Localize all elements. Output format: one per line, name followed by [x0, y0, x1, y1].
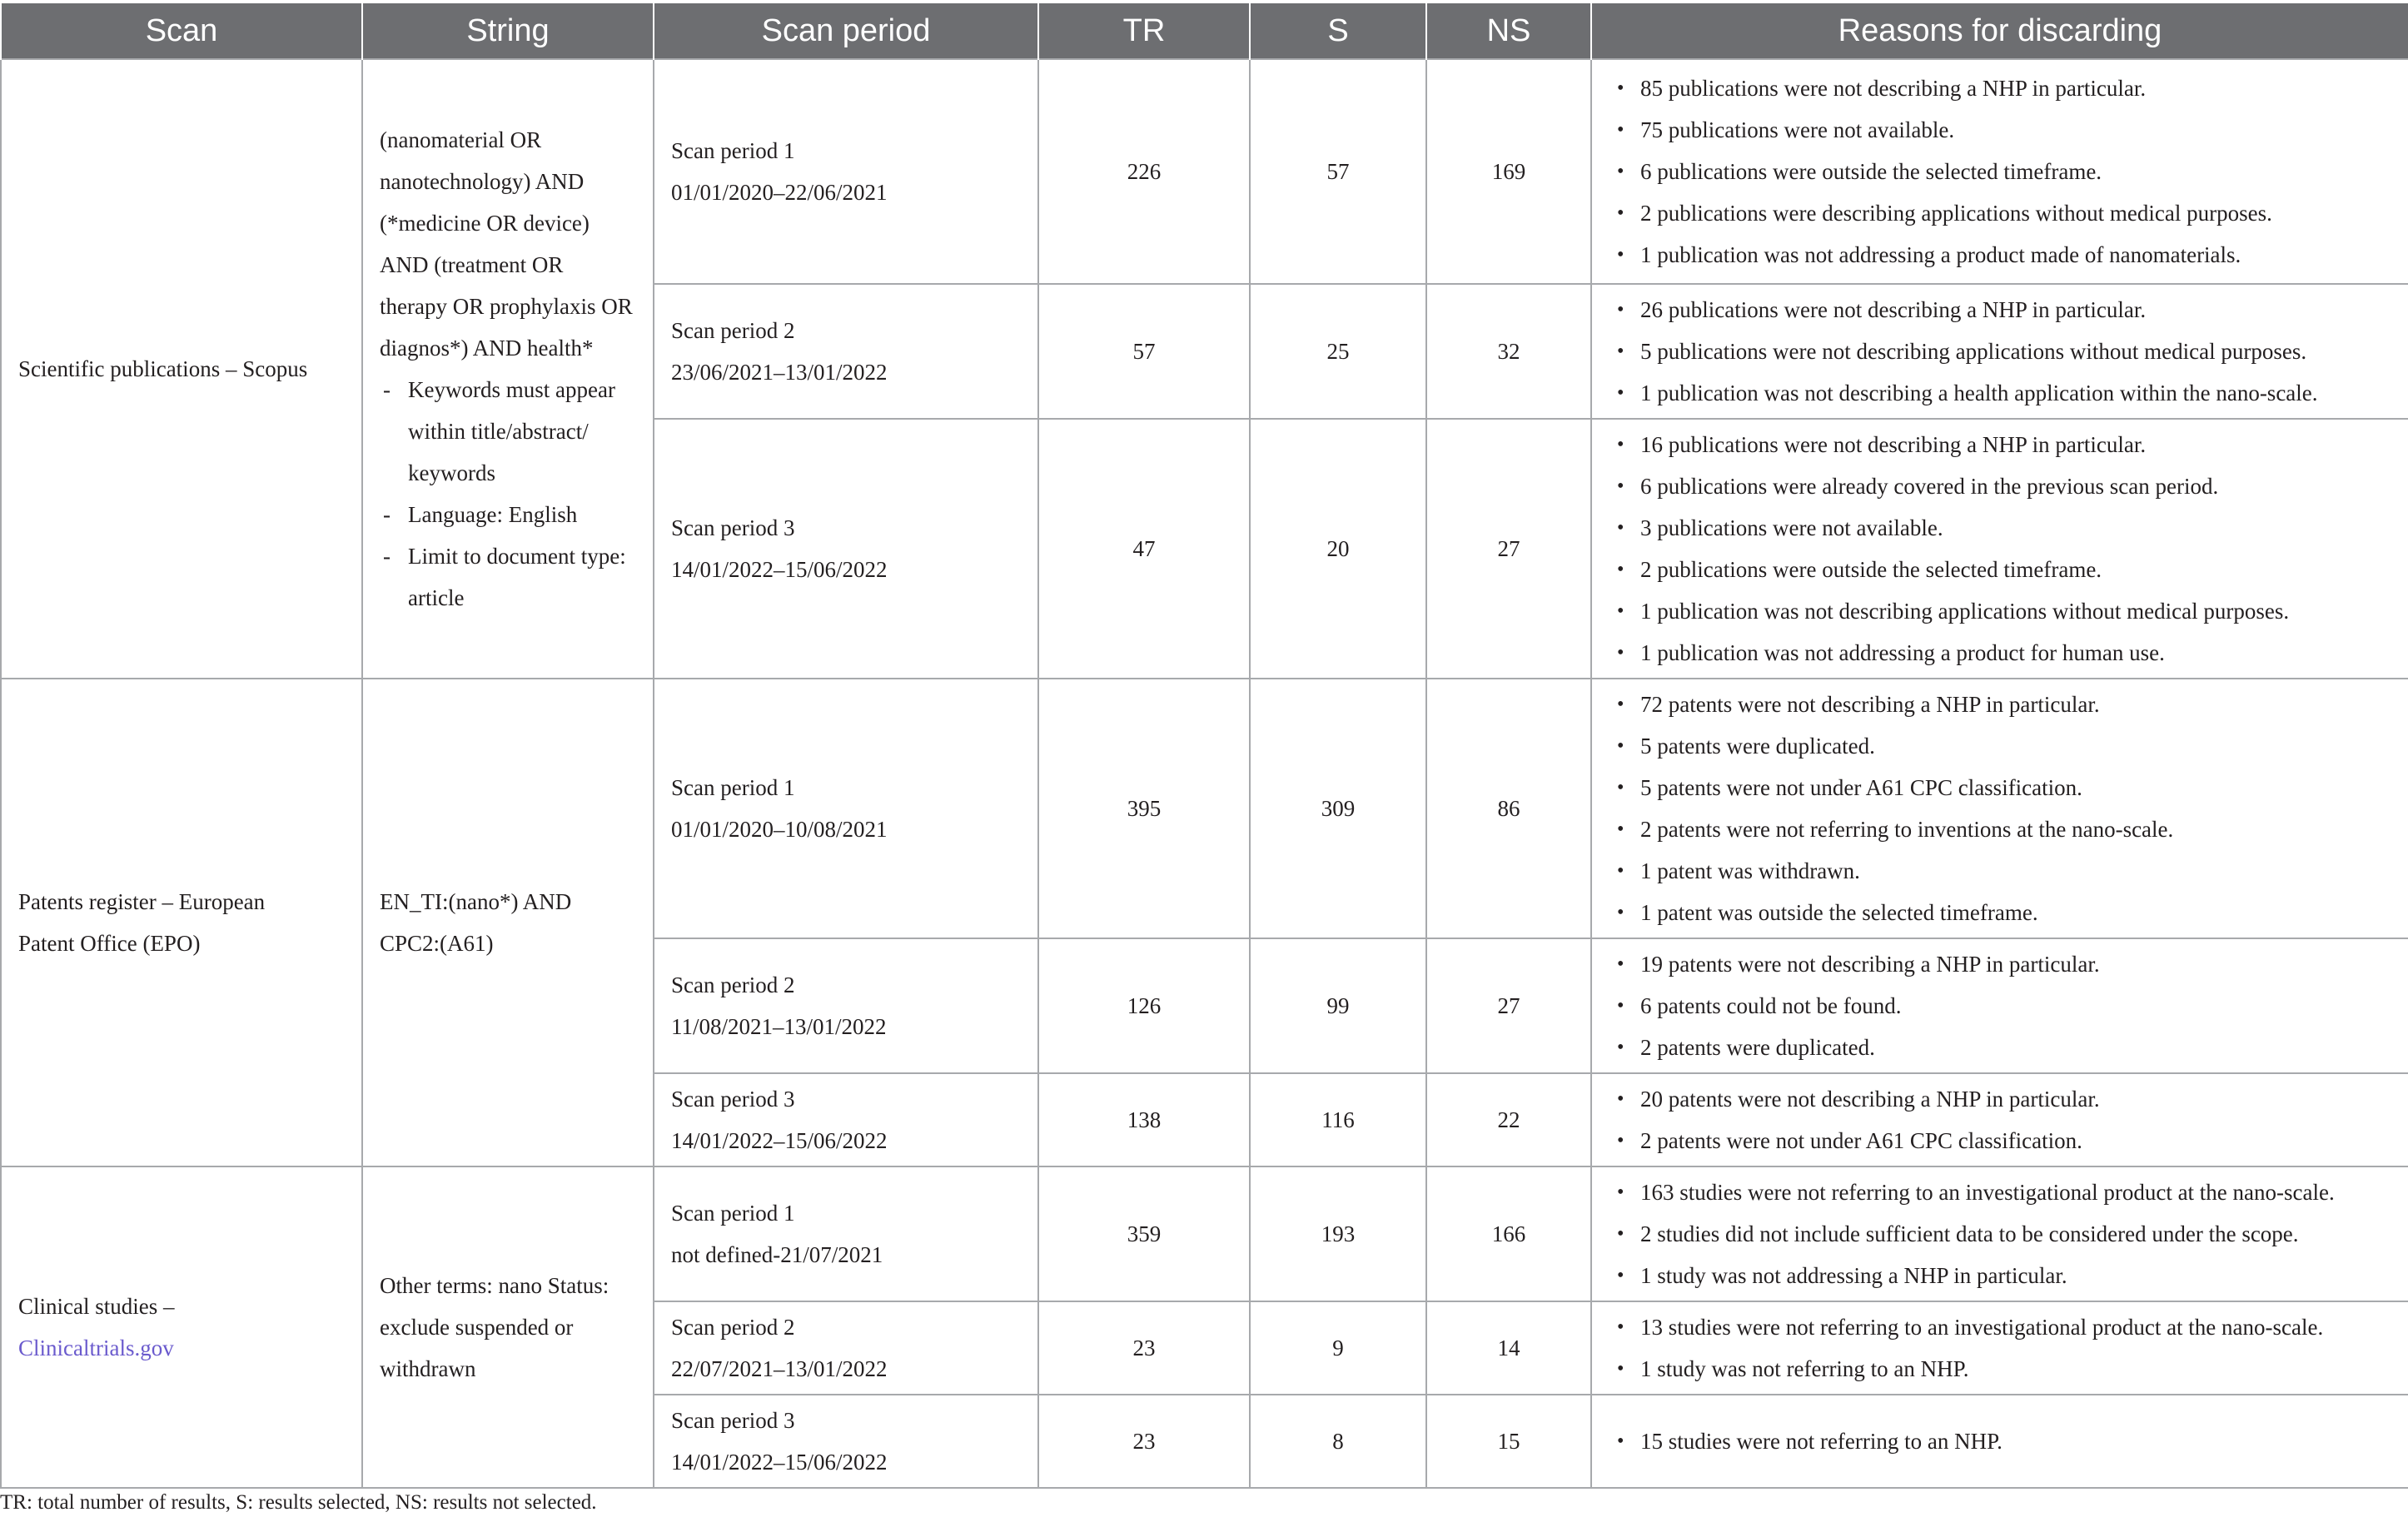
s-value: 25 — [1250, 284, 1426, 419]
table-body — [1, 59, 2408, 1488]
ns-value: 169 — [1426, 59, 1591, 284]
scan-cell — [1, 679, 362, 1166]
scan-period-name: Scan period 1 — [671, 138, 795, 163]
scan-period-dates: not defined-21/07/2021 — [671, 1242, 883, 1267]
scan-period-name: Scan period 2 — [671, 972, 795, 997]
header-tr: TR — [1038, 3, 1250, 59]
s-value: 8 — [1250, 1395, 1426, 1488]
reason-item: • 1 patent was withdrawn. — [1617, 850, 2391, 892]
scan-period-name: Scan period 1 — [671, 1201, 795, 1226]
header-string: String — [362, 3, 654, 59]
reason-item: • 6 patents could not be found. — [1617, 985, 2391, 1027]
tr-value: 226 — [1038, 59, 1250, 284]
reason-item: • 26 publications were not describing a NHP in particular. — [1617, 289, 2391, 331]
reason-item: • 1 publication was not describing applications without medical purposes. — [1617, 590, 2391, 632]
scan-period-name: Scan period 3 — [671, 1408, 795, 1433]
search-string: EN_TI:(nano*) AND CPC2:(A61) — [380, 889, 572, 956]
reason-item: • 5 patents were duplicated. — [1617, 725, 2391, 767]
reason-item: • 5 patents were not under A61 CPC classification. — [1617, 767, 2391, 808]
scan-period-cell — [654, 419, 1038, 679]
tr-value: 395 — [1038, 679, 1250, 938]
header-scan-period: Scan period — [654, 3, 1038, 59]
tr-value: 126 — [1038, 938, 1250, 1073]
s-value: 99 — [1250, 938, 1426, 1073]
reason-item: • 85 publications were not describing a NHP in particular. — [1617, 67, 2391, 109]
reason-item: • 2 patents were not under A61 CPC classification. — [1617, 1120, 2391, 1161]
tr-value: 57 — [1038, 284, 1250, 419]
tr-value: 138 — [1038, 1073, 1250, 1166]
scan-name: Clinical studies – — [18, 1294, 175, 1319]
reason-item: • 13 studies were not referring to an investigational product at the nano-scale. — [1617, 1306, 2391, 1348]
reasons-list — [1617, 684, 2391, 933]
search-string-cell — [362, 59, 654, 679]
reason-item: • 75 publications were not available. — [1617, 109, 2391, 151]
reason-item: • 1 study was not addressing a NHP in particular. — [1617, 1255, 2391, 1296]
header-ns: NS — [1426, 3, 1591, 59]
search-string-cell — [362, 1166, 654, 1488]
reasons-cell — [1591, 938, 2408, 1073]
reason-item: • 19 patents were not describing a NHP in particular. — [1617, 943, 2391, 985]
s-value: 20 — [1250, 419, 1426, 679]
s-value: 193 — [1250, 1166, 1426, 1301]
reasons-list — [1617, 67, 2391, 276]
reasons-cell — [1591, 1395, 2408, 1488]
ns-value: 86 — [1426, 679, 1591, 938]
scan-period-name: Scan period 3 — [671, 1087, 795, 1112]
reason-item: • 5 publications were not describing applications without medical purposes. — [1617, 331, 2391, 372]
reasons-cell — [1591, 419, 2408, 679]
reason-item: • 1 patent was outside the selected timeframe. — [1617, 892, 2391, 933]
reason-item: • 2 studies did not include sufficient data to be considered under the scope. — [1617, 1213, 2391, 1255]
scan-cell — [1, 59, 362, 679]
reason-item: • 1 publication was not describing a health application within the nano-scale. — [1617, 372, 2391, 414]
table-row — [1, 679, 2408, 938]
scan-period-cell — [654, 938, 1038, 1073]
reason-item: • 16 publications were not describing a NHP in particular. — [1617, 424, 2391, 465]
table-footnote: TR: total number of results, S: results selected, NS: results not selected. — [0, 1491, 597, 1514]
search-criterion: - Keywords must appear within title/abstract/ keywords — [380, 369, 636, 494]
reason-item: • 2 patents were not referring to inventions at the nano-scale. — [1617, 808, 2391, 850]
ns-value: 166 — [1426, 1166, 1591, 1301]
reasons-cell — [1591, 1073, 2408, 1166]
ns-value: 27 — [1426, 938, 1591, 1073]
scan-results-table — [0, 3, 2408, 1489]
scan-period-dates: 14/01/2022–15/06/2022 — [671, 1128, 888, 1153]
reason-item: • 20 patents were not describing a NHP in particular. — [1617, 1078, 2391, 1120]
scan-period-name: Scan period 1 — [671, 775, 795, 800]
tr-value: 47 — [1038, 419, 1250, 679]
scan-period-cell — [654, 1301, 1038, 1395]
scan-period-dates: 11/08/2021–13/01/2022 — [671, 1014, 887, 1039]
search-string: (nanomaterial OR nanotechnology) AND (*medicine OR device) AND (treatment OR therapy OR prophylaxis OR diagnos*) AND health* — [380, 127, 633, 361]
scan-period-cell — [654, 284, 1038, 419]
reasons-cell — [1591, 679, 2408, 938]
table-row — [1, 1166, 2408, 1301]
scan-period-cell — [654, 59, 1038, 284]
reason-item: • 2 publications were describing applications without medical purposes. — [1617, 192, 2391, 234]
reasons-list — [1617, 943, 2391, 1068]
search-criteria-list — [380, 369, 636, 619]
tr-value: 23 — [1038, 1395, 1250, 1488]
clinicaltrials-link[interactable]: Clinicaltrials.gov — [18, 1336, 174, 1360]
scan-period-dates: 23/06/2021–13/01/2022 — [671, 360, 888, 385]
reasons-cell — [1591, 59, 2408, 284]
search-criterion: - Limit to document type: article — [380, 535, 636, 619]
ns-value: 14 — [1426, 1301, 1591, 1395]
scan-period-cell — [654, 679, 1038, 938]
reasons-list — [1617, 1171, 2391, 1296]
reason-item: • 15 studies were not referring to an NHP. — [1617, 1420, 2391, 1462]
scan-period-dates: 01/01/2020–10/08/2021 — [671, 817, 888, 842]
table-row — [1, 59, 2408, 284]
reasons-list — [1617, 424, 2391, 674]
scan-period-cell — [654, 1073, 1038, 1166]
reason-item: • 1 publication was not addressing a product made of nanomaterials. — [1617, 234, 2391, 276]
scan-cell — [1, 1166, 362, 1488]
reason-item: • 6 publications were outside the selected timeframe. — [1617, 151, 2391, 192]
reason-item: • 3 publications were not available. — [1617, 507, 2391, 549]
reason-item: • 6 publications were already covered in the previous scan period. — [1617, 465, 2391, 507]
search-string: Other terms: nano Status: exclude suspended or withdrawn — [380, 1273, 609, 1381]
reasons-list — [1617, 1306, 2391, 1390]
ns-value: 27 — [1426, 419, 1591, 679]
reason-item: • 163 studies were not referring to an investigational product at the nano-scale. — [1617, 1171, 2391, 1213]
reason-item: • 2 publications were outside the selected timeframe. — [1617, 549, 2391, 590]
header-row — [1, 3, 2408, 59]
header-s: S — [1250, 3, 1426, 59]
scan-period-dates: 14/01/2022–15/06/2022 — [671, 1450, 888, 1475]
tr-value: 23 — [1038, 1301, 1250, 1395]
scan-period-dates: 01/01/2020–22/06/2021 — [671, 180, 888, 205]
s-value: 116 — [1250, 1073, 1426, 1166]
reasons-cell — [1591, 1301, 2408, 1395]
tr-value: 359 — [1038, 1166, 1250, 1301]
scan-period-name: Scan period 2 — [671, 1315, 795, 1340]
scan-period-name: Scan period 3 — [671, 515, 795, 540]
scan-period-dates: 22/07/2021–13/01/2022 — [671, 1356, 888, 1381]
ns-value: 32 — [1426, 284, 1591, 419]
search-string-cell — [362, 679, 654, 1166]
ns-value: 15 — [1426, 1395, 1591, 1488]
search-criterion: - Language: English — [380, 494, 636, 535]
reason-item: • 2 patents were duplicated. — [1617, 1027, 2391, 1068]
scan-period-dates: 14/01/2022–15/06/2022 — [671, 557, 888, 582]
header-scan: Scan — [1, 3, 362, 59]
s-value: 309 — [1250, 679, 1426, 938]
scan-name: Patents register – European Patent Office (EPO) — [18, 889, 266, 956]
reasons-list — [1617, 1420, 2391, 1462]
reasons-list — [1617, 1078, 2391, 1161]
reasons-list — [1617, 289, 2391, 414]
ns-value: 22 — [1426, 1073, 1591, 1166]
reason-item: • 1 study was not referring to an NHP. — [1617, 1348, 2391, 1390]
reason-item: • 72 patents were not describing a NHP in particular. — [1617, 684, 2391, 725]
header-reasons: Reasons for discarding — [1591, 3, 2408, 59]
scan-period-name: Scan period 2 — [671, 318, 795, 343]
reasons-cell — [1591, 1166, 2408, 1301]
scan-name: Scientific publications – Scopus — [18, 356, 308, 381]
scan-period-cell — [654, 1395, 1038, 1488]
reason-item: • 1 publication was not addressing a product for human use. — [1617, 632, 2391, 674]
s-value: 9 — [1250, 1301, 1426, 1395]
s-value: 57 — [1250, 59, 1426, 284]
reasons-cell — [1591, 284, 2408, 419]
scan-period-cell — [654, 1166, 1038, 1301]
